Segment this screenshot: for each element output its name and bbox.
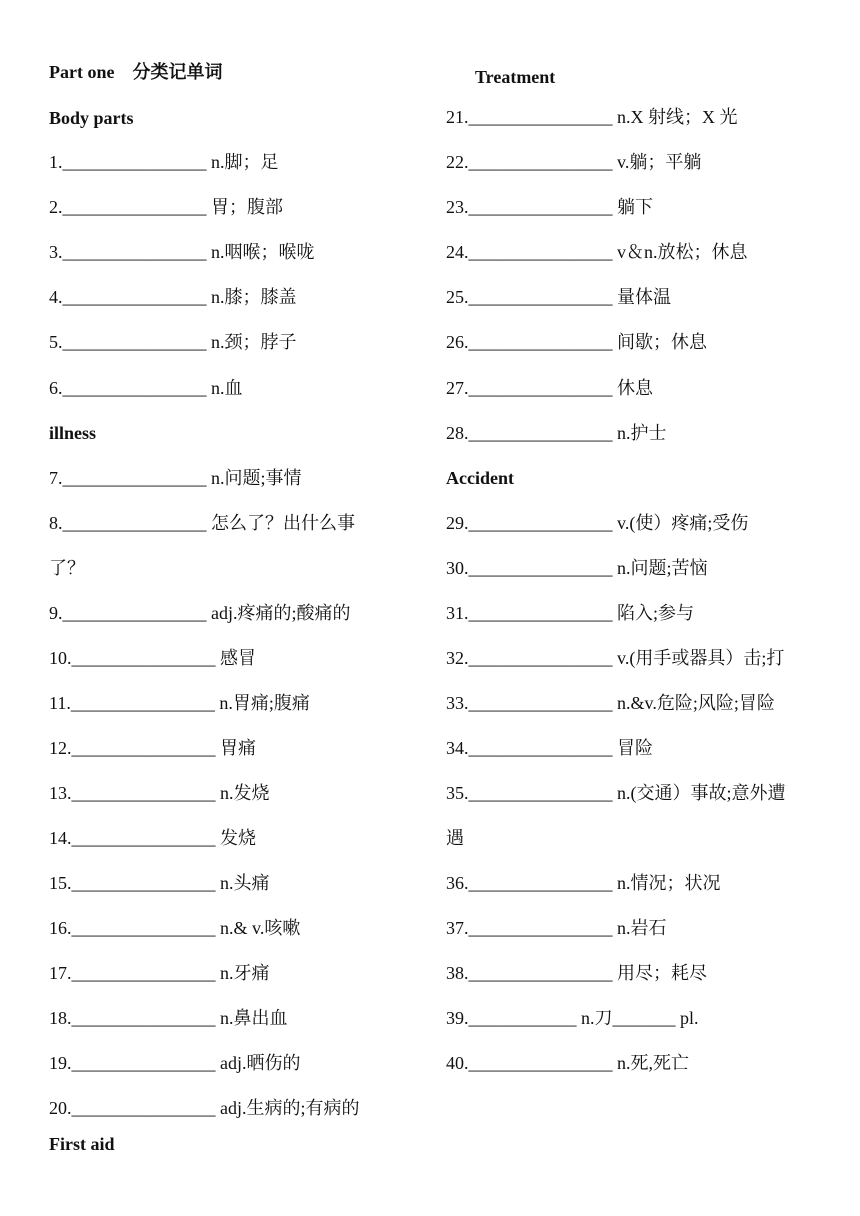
vocab-item: 10.________________ 感冒 xyxy=(49,648,256,668)
vocab-item: 29.________________ v.(使）疼痛;受伤 xyxy=(446,513,749,533)
vocab-item: 32.________________ v.(用手或器具）击;打 xyxy=(446,648,785,668)
vocab-item: 40.________________ n.死,死亡 xyxy=(446,1053,689,1073)
vocab-item: 14.________________ 发烧 xyxy=(49,828,256,848)
vocab-item: 8.________________ 怎么了？出什么事 xyxy=(49,513,355,533)
vocab-item: 5.________________ n.颈；脖子 xyxy=(49,332,297,352)
vocab-item: 6.________________ n.血 xyxy=(49,378,243,398)
vocab-item: 16.________________ n.& v.咳嗽 xyxy=(49,918,301,938)
vocab-item: 15.________________ n.头痛 xyxy=(49,873,270,893)
vocab-item: 33.________________ n.&v.危险;风险;冒险 xyxy=(446,693,775,713)
vocab-item: 25.________________ 量体温 xyxy=(446,287,671,307)
vocab-item: 30.________________ n.问题;苦恼 xyxy=(446,558,708,578)
part-title-cn: 分类记单词 xyxy=(132,62,223,82)
vocab-item: 18.________________ n.鼻出血 xyxy=(49,1008,288,1028)
vocab-item: 38.________________ 用尽；耗尽 xyxy=(446,963,707,983)
vocab-item: 35.________________ n.(交通）事故;意外遭 xyxy=(446,783,786,803)
vocab-item: 27.________________ 休息 xyxy=(446,378,653,398)
vocab-item: 9.________________ adj.疼痛的;酸痛的 xyxy=(49,603,351,623)
vocab-item: 3.________________ n.咽喉；喉咙 xyxy=(49,242,315,262)
vocab-item: 4.________________ n.膝；膝盖 xyxy=(49,287,297,307)
vocab-item: 21.________________ n.X 射线；X 光 xyxy=(446,107,738,127)
vocab-item: 20.________________ adj.生病的;有病的 xyxy=(49,1098,360,1118)
vocab-item: 23.________________ 躺下 xyxy=(446,197,653,217)
vocab-item: 2.________________ 胃；腹部 xyxy=(49,197,283,217)
vocab-item-continuation: 了？ xyxy=(49,558,85,578)
vocab-item: 19.________________ adj.晒伤的 xyxy=(49,1053,301,1073)
section-heading-body-parts: Body parts xyxy=(49,108,134,128)
vocab-item: 31.________________ 陷入;参与 xyxy=(446,603,695,623)
vocab-item: 34.________________ 冒险 xyxy=(446,738,653,758)
vocab-item: 13.________________ n.发烧 xyxy=(49,783,270,803)
part-title-en: Part one xyxy=(49,62,115,82)
vocab-item-continuation: 遇 xyxy=(446,828,464,848)
vocab-item: 36.________________ n.情况；状况 xyxy=(446,873,721,893)
vocab-item: 28.________________ n.护士 xyxy=(446,423,667,443)
vocab-item: 11.________________ n.胃痛;腹痛 xyxy=(49,693,310,713)
vocab-item: 26.________________ 间歇；休息 xyxy=(446,332,707,352)
vocab-item: 24.________________ v＆n.放松；休息 xyxy=(446,242,748,262)
vocab-item: 22.________________ v.躺；平躺 xyxy=(446,152,702,172)
vocab-item: 39.____________ n.刀_______ pl. xyxy=(446,1008,699,1028)
vocab-item: 17.________________ n.牙痛 xyxy=(49,963,270,983)
vocab-item: 1.________________ n.脚；足 xyxy=(49,152,279,172)
section-heading-treatment: Treatment xyxy=(475,67,556,87)
vocab-item: 7.________________ n.问题;事情 xyxy=(49,468,302,488)
part-title xyxy=(49,61,222,83)
section-heading-first-aid: First aid xyxy=(49,1134,115,1154)
section-heading-illness: illness xyxy=(49,423,97,443)
vocab-item: 12.________________ 胃痛 xyxy=(49,738,256,758)
section-heading-accident: Accident xyxy=(446,468,514,488)
vocab-item: 37.________________ n.岩石 xyxy=(446,918,667,938)
